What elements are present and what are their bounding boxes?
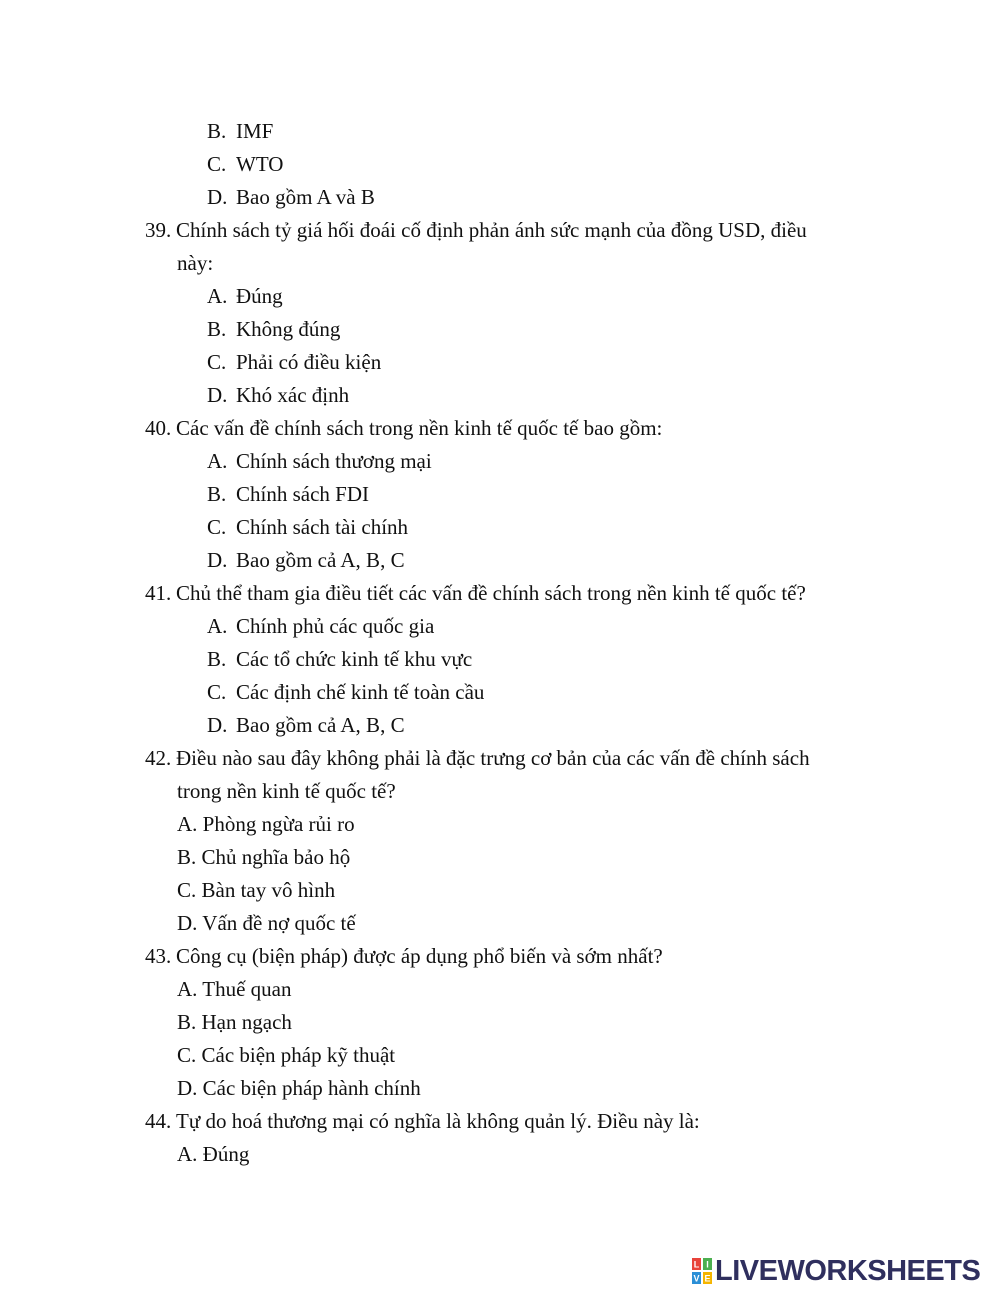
liveworksheets-logo [692, 1254, 980, 1288]
q43-option-c: C. Các biện pháp kỹ thuật [177, 1043, 396, 1067]
q40-option-a: A. Chính sách thương mại [207, 449, 432, 473]
question-39-cont: này: [177, 251, 214, 275]
svg-text:E: E [704, 1273, 711, 1284]
q40-option-c: C. Chính sách tài chính [207, 515, 409, 539]
svg-text:I: I [706, 1259, 709, 1270]
q40-option-b: B. Chính sách FDI [207, 482, 369, 506]
q39-option-c: C. Phải có điều kiện [207, 350, 382, 374]
option-c-prev: C. WTO [207, 152, 284, 176]
q41-option-d: D. Bao gồm cả A, B, C [207, 713, 405, 737]
liveworksheets-logo-icon [692, 1258, 712, 1284]
q41-option-b: B. Các tổ chức kinh tế khu vực [207, 647, 473, 671]
q42-option-d: D. Vấn đề nợ quốc tế [177, 911, 356, 935]
svg-text:V: V [693, 1273, 700, 1284]
option-b-prev: B. IMF [207, 119, 274, 143]
liveworksheets-logo-text: LIVEWORKSHEETS [715, 1255, 981, 1287]
question-39: 39. Chính sách tỷ giá hối đoái cố định phản ánh sức mạnh của đồng USD, điều [145, 218, 807, 242]
q43-option-b: B. Hạn ngạch [177, 1010, 292, 1034]
q39-option-a: A. Đúng [207, 284, 283, 308]
question-41: 41. Chủ thể tham gia điều tiết các vấn đề chính sách trong nền kinh tế quốc tế? [145, 581, 806, 605]
question-44: 44. Tự do hoá thương mại có nghĩa là không quản lý. Điều này là: [145, 1109, 700, 1133]
q42-option-a: A. Phòng ngừa rủi ro [177, 812, 355, 836]
q39-option-b: B. Không đúng [207, 317, 341, 341]
q41-option-c: C. Các định chế kinh tế toàn cầu [207, 680, 485, 704]
question-42: 42. Điều nào sau đây không phải là đặc trưng cơ bản của các vấn đề chính sách [145, 746, 810, 770]
q44-option-a: A. Đúng [177, 1142, 250, 1166]
q40-option-d: D. Bao gồm cả A, B, C [207, 548, 405, 572]
question-40: 40. Các vấn đề chính sách trong nền kinh tế quốc tế bao gồm: [145, 416, 663, 440]
question-43: 43. Công cụ (biện pháp) được áp dụng phổ biến và sớm nhất? [145, 944, 663, 968]
q39-option-d: D. Khó xác định [207, 383, 350, 407]
q41-option-a: A. Chính phủ các quốc gia [207, 614, 435, 638]
q42-option-b: B. Chủ nghĩa bảo hộ [177, 845, 351, 869]
svg-text:L: L [693, 1259, 700, 1270]
q43-option-d: D. Các biện pháp hành chính [177, 1076, 421, 1100]
option-d-prev: D. Bao gồm A và B [207, 185, 375, 209]
q42-option-c: C. Bàn tay vô hình [177, 878, 336, 902]
question-42-cont: trong nền kinh tế quốc tế? [177, 779, 396, 803]
q43-option-a: A. Thuế quan [177, 977, 292, 1001]
